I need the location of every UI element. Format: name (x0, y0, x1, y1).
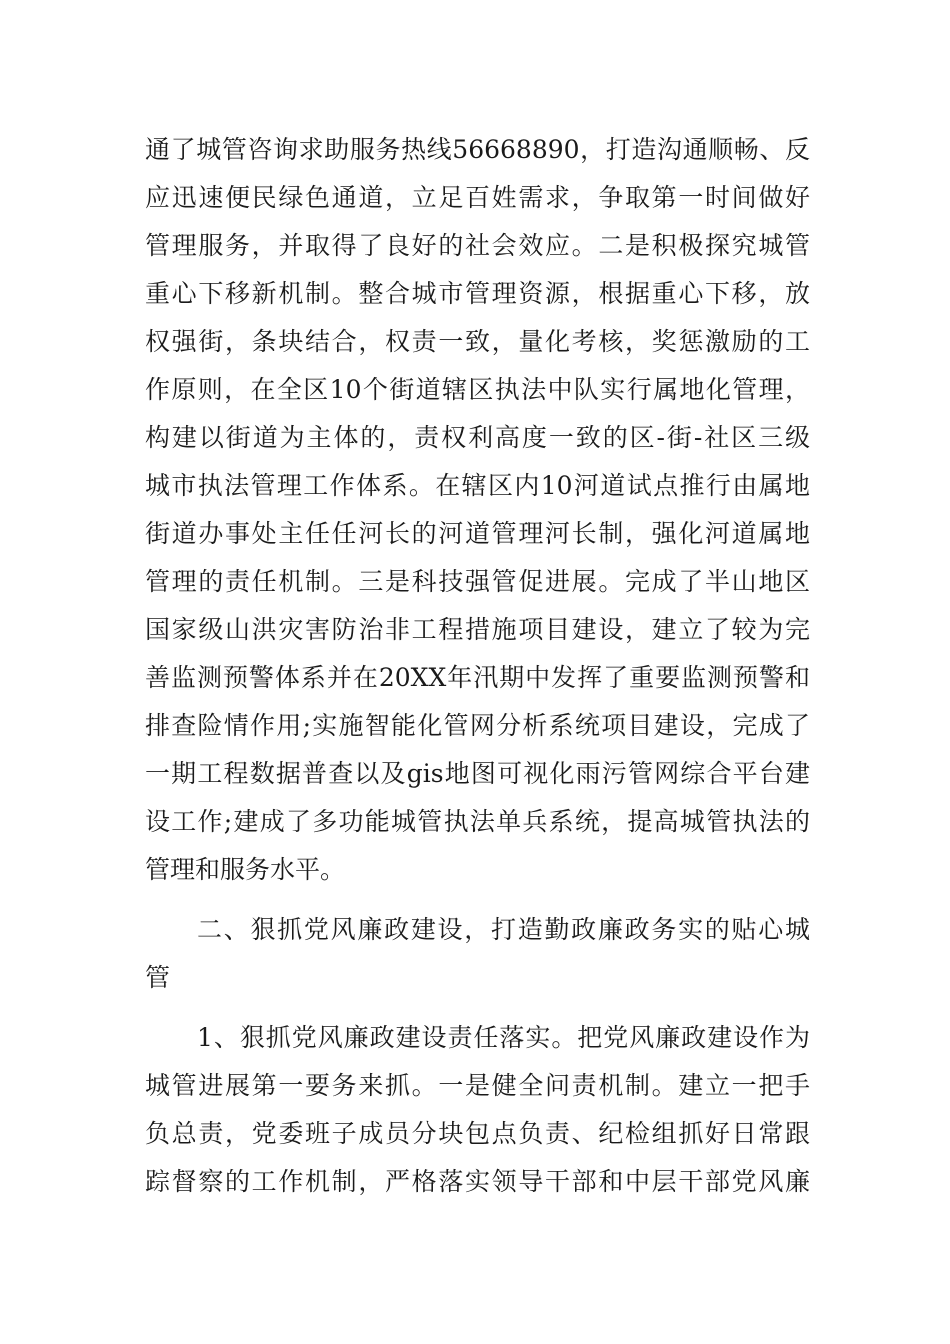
paragraph-1-line: 管理的责任机制。三是科技强管促进展。完成了半山地区 (145, 567, 810, 596)
section-heading-line: 二、狠抓党风廉政建设，打造勤政廉政务实的贴心城 (197, 915, 810, 944)
paragraph-1-line: 作原则，在全区10个街道辖区执法中队实行属地化管理， (145, 375, 810, 404)
paragraph-3-line: 踪督察的工作机制，严格落实领导干部和中层干部党风廉 (145, 1167, 810, 1196)
paragraph-1-line: 管理服务，并取得了良好的社会效应。二是积极探究城管 (145, 231, 810, 260)
paragraph-1-line: 应迅速便民绿色通道，立足百姓需求，争取第一时间做好 (145, 183, 810, 212)
paragraph-3-line: 负总责，党委班子成员分块包点负责、纪检组抓好日常跟 (145, 1119, 810, 1148)
section-heading-line: 管 (145, 963, 171, 992)
paragraph-1-line: 构建以街道为主体的，责权利高度一致的区-街-社区三级 (145, 423, 810, 452)
paragraph-1-line: 设工作;建成了多功能城管执法单兵系统，提高城管执法的 (145, 807, 810, 836)
paragraph-1-line: 权强街，条块结合，权责一致，量化考核，奖惩激励的工 (145, 327, 810, 356)
paragraph-1-line: 善监测预警体系并在20XX年汛期中发挥了重要监测预警和 (145, 663, 810, 692)
paragraph-1-line: 通了城管咨询求助服务热线56668890，打造沟通顺畅、反 (145, 135, 810, 164)
paragraph-1-line: 街道办事处主任任河长的河道管理河长制，强化河道属地 (145, 519, 810, 548)
paragraph-3-line: 城管进展第一要务来抓。一是健全问责机制。建立一把手 (145, 1071, 810, 1100)
paragraph-3-line: 1、狠抓党风廉政建设责任落实。把党风廉政建设作为 (197, 1023, 810, 1052)
paragraph-1-line: 一期工程数据普查以及gis地图可视化雨污管网综合平台建 (145, 759, 810, 788)
paragraph-1-line: 国家级山洪灾害防治非工程措施项目建设，建立了较为完 (145, 615, 810, 644)
paragraph-1-line: 重心下移新机制。整合城市管理资源，根据重心下移，放 (145, 279, 810, 308)
paragraph-1-line: 管理和服务水平。 (145, 855, 346, 884)
paragraph-1-line: 城市执法管理工作体系。在辖区内10河道试点推行由属地 (145, 471, 810, 500)
paragraph-1-line: 排查险情作用;实施智能化管网分析系统项目建设，完成了 (145, 711, 810, 740)
